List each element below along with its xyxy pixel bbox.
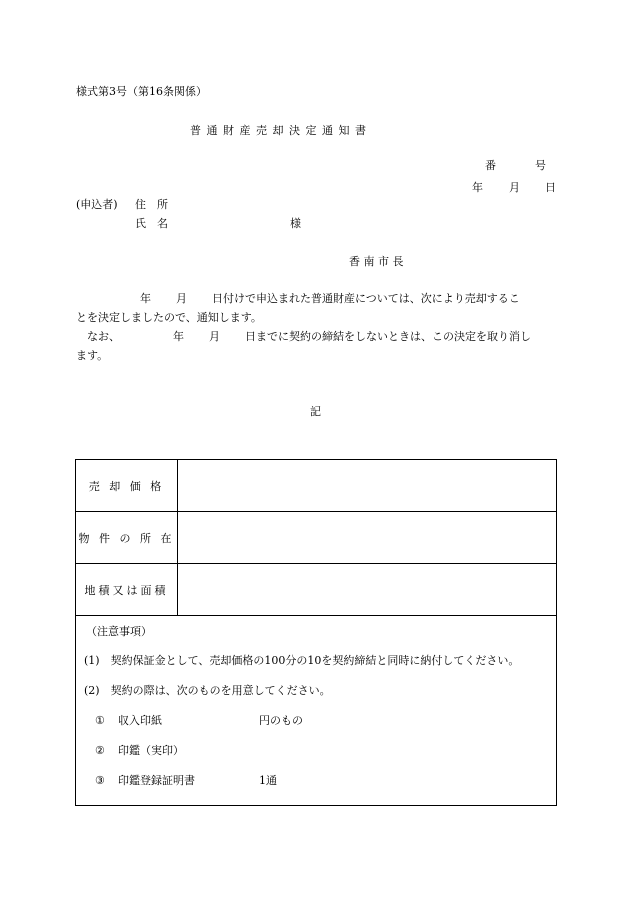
issuer: 香 南 市 長 [349,255,404,268]
ref-ban: 番 [485,159,496,172]
notes-row [76,616,557,806]
form-number: 様式第3号（第16条関係） [76,85,207,98]
sub-extra-3: 1通 [259,774,277,787]
ref-go: 号 [535,159,546,172]
address-label: 住 所 [135,198,168,211]
value-property-location[interactable] [178,512,557,564]
body-line2: とを決定しましたので、通知します。 [76,311,262,324]
date-day-label: 日 [545,181,556,194]
notes-item-1: (1) 契約保証金として、売却価格の100分の10を契約締結と同時に納付してください。 [84,654,520,667]
table-row [76,460,557,512]
body-line4: ます。 [76,349,109,362]
sub-marker-2: ② [95,744,105,757]
sub-extra-1: 円のもの [259,714,303,727]
table-row [76,512,557,564]
label-property-location: 物 件 の 所 在 [76,512,178,564]
sub-marker-1: ① [95,714,105,727]
body-line1-month: 月 [176,292,187,305]
label-sale-price: 売 却 価 格 [76,460,178,512]
date-month-label: 月 [509,181,520,194]
body-line3-prefix: なお、 [87,330,120,343]
body-line1-year: 年 [140,292,151,305]
applicant-label: (申込者) [76,198,118,211]
name-label: 氏 名 [135,217,168,230]
value-area[interactable] [178,564,557,616]
date-year-label: 年 [472,181,483,194]
record-table [75,459,557,806]
sub-label-2: 印鑑（実印） [118,744,184,757]
body-line3-text: 日までに契約の締結をしないときは、この決定を取り消し [245,330,531,343]
document-title: 普 通 財 産 売 却 決 定 通 知 書 [190,124,367,137]
value-sale-price[interactable] [178,460,557,512]
sub-label-3: 印鑑登録証明書 [118,774,195,787]
label-area: 地積又は面積 [76,564,178,616]
body-line3-year: 年 [173,330,184,343]
body-line3-month: 月 [209,330,220,343]
ki-mark: 記 [310,405,321,418]
body-line1-text: 日付けで申込まれた普通財産については、次により売却するこ [212,292,520,305]
table-row [76,564,557,616]
notes-item-2: (2) 契約の際は、次のものを用意してください。 [84,684,331,697]
notes-heading: （注意事項） [86,625,152,638]
notes-cell [76,616,557,806]
sub-label-1: 収入印紙 [118,714,162,727]
sub-marker-3: ③ [95,774,105,787]
honorific: 様 [290,217,301,230]
